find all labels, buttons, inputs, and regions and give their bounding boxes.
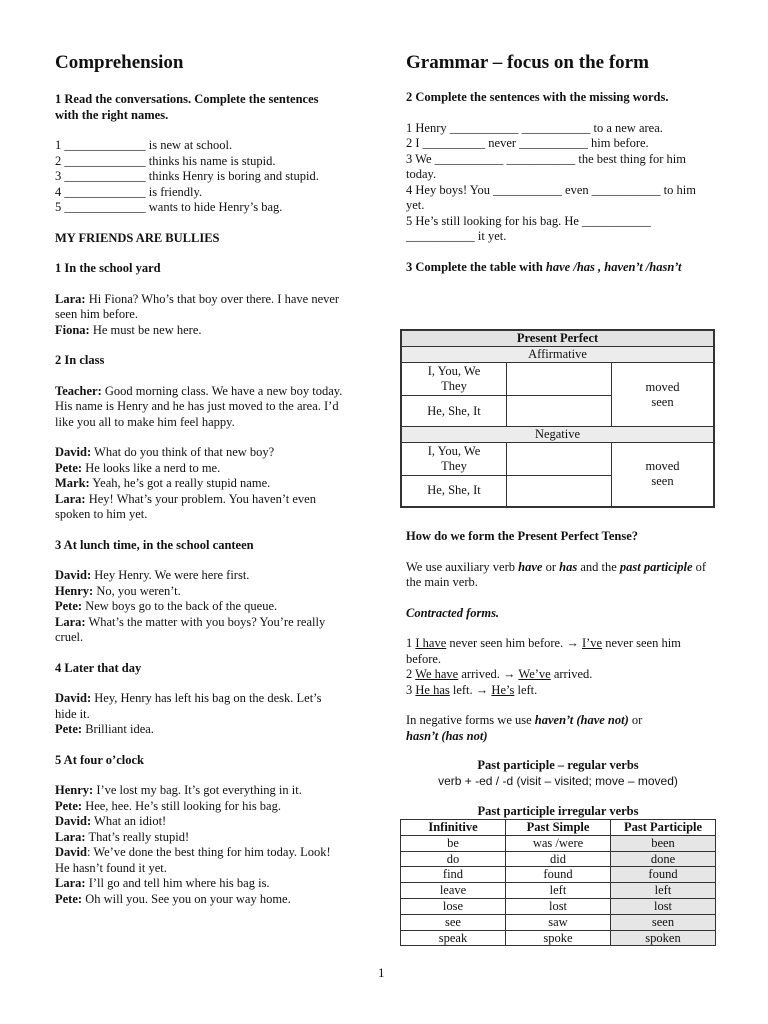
table-row [401, 883, 716, 899]
dialogue-line [55, 783, 345, 799]
cell: was /were [506, 835, 611, 851]
speech: Yeah, he’s got a really stupid name. [89, 476, 271, 490]
dialogue-line [55, 615, 345, 646]
cell: found [506, 867, 611, 883]
speaker: David: [55, 814, 92, 828]
subject-line: They [441, 379, 467, 393]
speech: I’ve lost my bag. It’s got everything in it. [93, 783, 302, 797]
text: We have [415, 667, 459, 681]
ex2-heading: 2 Complete the sentences with the missing words. [406, 90, 669, 104]
ex1-heading: 1 Read the conversations. Complete the sentences with the right names. [55, 92, 319, 122]
how-answer [406, 560, 716, 591]
contracted-heading: Contracted forms. [406, 605, 500, 620]
cell: spoke [506, 930, 611, 946]
speaker: Lara: [55, 876, 86, 890]
how-question: How do we form the Present Perfect Tense? [406, 529, 639, 543]
scene-dialogue [55, 691, 345, 738]
text: We’ve [518, 667, 551, 681]
ex1-line: 3 _____________ thinks Henry is boring and stupid. [55, 169, 319, 183]
speaker: Henry: [55, 783, 94, 797]
dialogue-line [55, 584, 345, 600]
text: I have [415, 636, 447, 650]
speech: I’ll go and tell him where his bag is. [85, 876, 270, 890]
speech: Hi Fiona? Who’s that boy over there. I have never seen him before. [55, 291, 340, 321]
cell: did [506, 851, 611, 867]
speech: Hey Henry. We were here first. [91, 568, 250, 582]
dialogue-line [55, 599, 345, 615]
speaker: Pete: [55, 891, 83, 906]
speech: What’s the matter with you boys? You’re really cruel. [55, 614, 326, 644]
dialogue-line [55, 799, 345, 815]
text: In negative forms we use [406, 713, 535, 727]
text: or [542, 559, 560, 574]
ex2-line: 1 Henry ___________ ___________ to a new area. [406, 120, 663, 135]
dialogue-line [55, 476, 345, 492]
contracted-line [406, 636, 716, 667]
table-row [401, 930, 716, 946]
ex1-line: 4 _____________ is friendly. [55, 184, 203, 199]
negative-note [406, 713, 716, 744]
text: left. → [449, 682, 492, 697]
speaker: Lara: [55, 614, 86, 629]
speaker: Lara: [55, 491, 86, 506]
verb-line: seen [651, 394, 674, 409]
ex3-heading [406, 260, 716, 276]
ex2-line: 2 I __________ never ___________ him before. [406, 136, 649, 150]
scene-heading: 4 Later that day [55, 660, 142, 675]
cell: speak [401, 930, 506, 946]
speech: That’s really stupid! [85, 829, 190, 844]
cell: left [611, 883, 716, 899]
regular-title: Past participle – regular verbs [477, 758, 639, 772]
subject-cell: He, She, It [401, 396, 507, 427]
speech: Brilliant idea. [82, 722, 154, 736]
speech: What do you think of that new boy? [91, 445, 275, 459]
text: have [518, 559, 543, 574]
speaker: Lara: [55, 291, 86, 306]
text: hasn’t (has not) [406, 728, 488, 743]
cell: find [401, 867, 506, 883]
dialogue-line [55, 845, 345, 876]
table-row [401, 898, 716, 914]
contracted-line [406, 667, 716, 683]
subject-line: I, You, We [427, 364, 481, 378]
affirmative-header: Affirmative [401, 347, 714, 363]
present-perfect-table [400, 329, 715, 508]
speech: What an idiot! [91, 814, 167, 828]
ex2-line: 3 We ___________ ___________ the best thing for him today. [406, 151, 686, 181]
blank-cell[interactable] [507, 443, 612, 476]
text: arrived. → [458, 667, 519, 681]
grammar-title: Grammar – focus on the form [406, 52, 649, 73]
scene-heading: 1 In the school yard [55, 261, 161, 275]
speaker: Mark: [55, 476, 90, 490]
blank-cell[interactable] [507, 396, 612, 427]
text: past participle [619, 559, 693, 574]
irregular-verbs-table [400, 819, 716, 946]
cell: leave [401, 883, 506, 899]
text: He has [415, 682, 450, 697]
ex2-list [406, 121, 716, 245]
speaker: Henry: [55, 583, 94, 598]
speaker: Fiona: [55, 322, 90, 337]
story-title: MY FRIENDS ARE BULLIES [55, 230, 220, 245]
text: haven’t (have not) [534, 713, 629, 727]
verb-line: seen [651, 474, 674, 489]
text: and the [577, 559, 620, 574]
irregular-title: Past participle irregular verbs [477, 804, 639, 818]
negative-header: Negative [401, 427, 714, 443]
ex2-line: 4 Hey boys! You ___________ even ___________ to him yet. [406, 182, 696, 212]
scene-dialogue [55, 568, 345, 646]
dialogue-line [55, 292, 345, 323]
dialogue-line [55, 445, 345, 461]
table-title: Present Perfect [401, 330, 714, 347]
speaker: David: [55, 568, 92, 582]
text: I’ve [581, 636, 603, 650]
cell: lose [401, 898, 506, 914]
subject-cell [401, 363, 507, 396]
speaker: Teacher: [55, 383, 102, 398]
text: We use auxiliary verb [406, 559, 519, 574]
speech: He must be new here. [89, 322, 202, 337]
speaker: Pete: [55, 599, 83, 613]
speech: Good morning class. We have a new boy today. His name is Henry and he has just moved to the area. I’d like you all to make him feel happy. [55, 383, 343, 429]
speech: Oh will you. See you on your way home. [82, 891, 291, 906]
dialogue-line [55, 691, 345, 722]
regular-rule: verb + -ed / -d (visit – visited; move – moved) [438, 773, 678, 788]
contracted-examples [406, 636, 716, 698]
ex1-list [55, 138, 345, 216]
table-row [401, 914, 716, 930]
dialogue-line [55, 384, 345, 431]
speech: Hee, hee. He’s still looking for his bag. [82, 798, 281, 813]
text: arrived. [550, 667, 593, 681]
text: of the main verb. [406, 559, 707, 589]
verb-line: moved [645, 379, 680, 394]
ex1-line: 1 _____________ is new at school. [55, 138, 233, 152]
speech: Hey! What’s your problem. You haven’t even spoken to him yet. [55, 491, 316, 521]
dialogue-line [55, 568, 345, 584]
cell: lost [611, 898, 716, 914]
speaker: Pete: [55, 798, 83, 813]
ex3-heading-text: 3 Complete the table with [406, 259, 546, 274]
dialogue-line [55, 323, 345, 339]
table-row [401, 851, 716, 867]
verb-cell [612, 443, 715, 507]
contracted-line [406, 683, 716, 699]
scene-heading: 2 In class [55, 353, 105, 367]
cell: do [401, 851, 506, 867]
verb-line: moved [645, 459, 680, 474]
cell: lost [506, 898, 611, 914]
regular-verbs-note [398, 758, 718, 789]
text: 2 [406, 667, 416, 681]
blank-cell[interactable] [507, 476, 612, 507]
cell: been [611, 835, 716, 851]
cell: be [401, 835, 506, 851]
page-number: 1 [378, 965, 385, 980]
text: He’s [491, 682, 515, 697]
text: never seen him before. → [446, 636, 582, 650]
scene-dialogue [55, 292, 345, 339]
speaker: David [55, 845, 87, 859]
dialogue-line [55, 892, 345, 908]
column-header: Infinitive [401, 820, 506, 836]
verb-cell [612, 363, 715, 427]
column-header: Past Simple [506, 820, 611, 836]
subject-line: I, You, We [427, 444, 481, 458]
speaker: Pete: [55, 722, 83, 736]
cell: done [611, 851, 716, 867]
dialogue-line [55, 814, 345, 830]
speaker: David: [55, 691, 92, 705]
dialogue-line [55, 830, 345, 846]
dialogue-line [55, 876, 345, 892]
text: or [628, 713, 643, 727]
speech: No, you weren’t. [93, 583, 181, 598]
comprehension-title: Comprehension [55, 52, 184, 73]
table-row [401, 835, 716, 851]
speaker: Pete: [55, 460, 83, 475]
subject-cell: He, She, It [401, 476, 507, 507]
speaker: David: [55, 445, 92, 459]
cell: see [401, 914, 506, 930]
column-header: Past Participle [611, 820, 716, 836]
text: left. [514, 682, 538, 697]
dialogue-line [55, 722, 345, 738]
text: 3 [406, 682, 416, 697]
scene-dialogue [55, 384, 345, 523]
ex1-line: 2 _____________ thinks his name is stupid. [55, 153, 276, 168]
ex3-heading-forms: have /has , haven’t /hasn’t [545, 259, 682, 274]
speech: New boys go to the back of the queue. [82, 599, 278, 613]
subject-line: They [441, 459, 467, 473]
text: never seen him before. [406, 636, 681, 666]
blank-cell[interactable] [507, 363, 612, 396]
dialogue-line [55, 492, 345, 523]
cell: seen [611, 914, 716, 930]
cell: left [506, 883, 611, 899]
table-row [401, 867, 716, 883]
speaker: Lara: [55, 829, 86, 844]
scene-heading: 3 At lunch time, in the school canteen [55, 537, 254, 552]
cell: spoken [611, 930, 716, 946]
subject-cell [401, 443, 507, 476]
text: has [559, 559, 578, 574]
speech: : We’ve done the best thing for him today. Look! He hasn’t found it yet. [55, 845, 331, 875]
speech: He looks like a nerd to me. [82, 460, 221, 475]
speech: Hey, Henry has left his bag on the desk. Let’s hide it. [55, 691, 322, 721]
text: 1 [406, 636, 416, 650]
ex1-line: 5 _____________ wants to hide Henry’s bag. [55, 200, 283, 214]
dialogue-line [55, 461, 345, 477]
grammar-explanation [406, 529, 716, 744]
ex2-line: 5 He’s still looking for his bag. He ___________ ___________ it yet. [406, 213, 651, 243]
scene-dialogue [55, 783, 345, 907]
cell: saw [506, 914, 611, 930]
scene-heading: 5 At four o’clock [55, 752, 144, 767]
cell: found [611, 867, 716, 883]
